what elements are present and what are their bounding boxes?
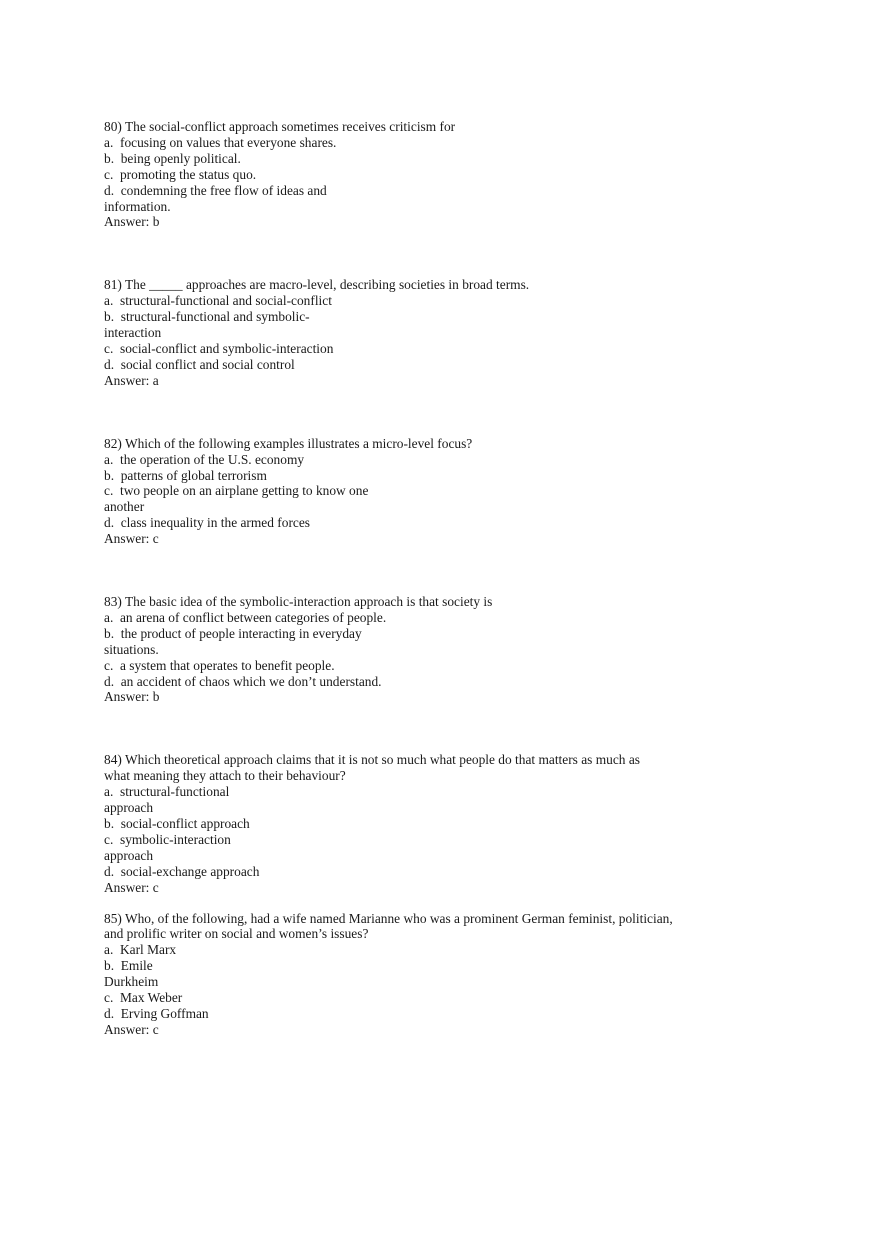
- option-b: b. Emile: [104, 958, 153, 974]
- option-b: b. being openly political.: [104, 150, 241, 166]
- option-a: a. focusing on values that everyone shares.: [104, 134, 337, 150]
- option-c: c. symbolic-interaction: [104, 831, 231, 847]
- question-text: 81) The _____ approaches are macro-level, describing societies in broad terms.: [104, 277, 530, 293]
- answer: Answer: a: [104, 372, 159, 388]
- question-text-continued: and prolific writer on social and women’s issues?: [104, 926, 369, 942]
- option-d: d. condemning the free flow of ideas and: [104, 182, 327, 198]
- answer: Answer: c: [104, 879, 159, 895]
- option-c: c. a system that operates to benefit people.: [104, 657, 335, 673]
- option-d: d. social-exchange approach: [104, 863, 260, 879]
- question-text: 85) Who, of the following, had a wife named Marianne who was a prominent German feminist, politician,: [104, 910, 673, 926]
- option-b-continued: Durkheim: [104, 974, 159, 990]
- option-a-continued: approach: [104, 800, 154, 816]
- question-80: [104, 119, 764, 230]
- question-81: [104, 277, 764, 388]
- question-text: 84) Which theoretical approach claims that it is not so much what people do that matters as much as: [104, 752, 640, 768]
- option-c: c. two people on an airplane getting to know one: [104, 483, 369, 499]
- option-c: c. social-conflict and symbolic-interaction: [104, 340, 334, 356]
- option-a: a. the operation of the U.S. economy: [104, 451, 305, 467]
- option-c: c. Max Weber: [104, 990, 183, 1006]
- option-a: a. Karl Marx: [104, 942, 177, 958]
- option-d-continued: information.: [104, 198, 171, 214]
- answer: Answer: c: [104, 531, 159, 547]
- question-83: [104, 594, 764, 705]
- option-b: b. social-conflict approach: [104, 816, 250, 831]
- question-text: 82) Which of the following examples illustrates a micro-level focus?: [104, 435, 473, 451]
- option-a: a. an arena of conflict between categories of people.: [104, 609, 387, 625]
- question-text: 80) The social-conflict approach sometimes receives criticism for: [104, 119, 456, 134]
- option-c-continued: approach: [104, 847, 154, 863]
- question-text-continued: what meaning they attach to their behaviour?: [104, 768, 346, 784]
- option-b: b. structural-functional and symbolic-: [104, 309, 310, 325]
- option-b-continued: situations.: [104, 641, 159, 657]
- option-a: a. structural-functional: [104, 784, 230, 800]
- option-d: d. Erving Goffman: [104, 1005, 209, 1021]
- question-84: [104, 752, 764, 895]
- question-85: [104, 911, 764, 1038]
- option-b-continued: interaction: [104, 325, 162, 341]
- answer: Answer: b: [104, 214, 160, 230]
- option-b: b. patterns of global terrorism: [104, 467, 267, 483]
- option-d: d. social conflict and social control: [104, 356, 295, 372]
- option-c: c. promoting the status quo.: [104, 166, 257, 182]
- option-b: b. the product of people interacting in everyday: [104, 625, 362, 641]
- answer: Answer: b: [104, 689, 160, 705]
- question-82: [104, 436, 764, 547]
- answer: Answer: c: [104, 1021, 159, 1037]
- document-page: [104, 119, 764, 1038]
- option-c-continued: another: [104, 499, 145, 515]
- option-d: d. an accident of chaos which we don’t understand.: [104, 673, 382, 689]
- question-text: 83) The basic idea of the symbolic-interaction approach is that society is: [104, 594, 493, 610]
- option-d: d. class inequality in the armed forces: [104, 515, 310, 531]
- option-a: a. structural-functional and social-conflict: [104, 293, 332, 309]
